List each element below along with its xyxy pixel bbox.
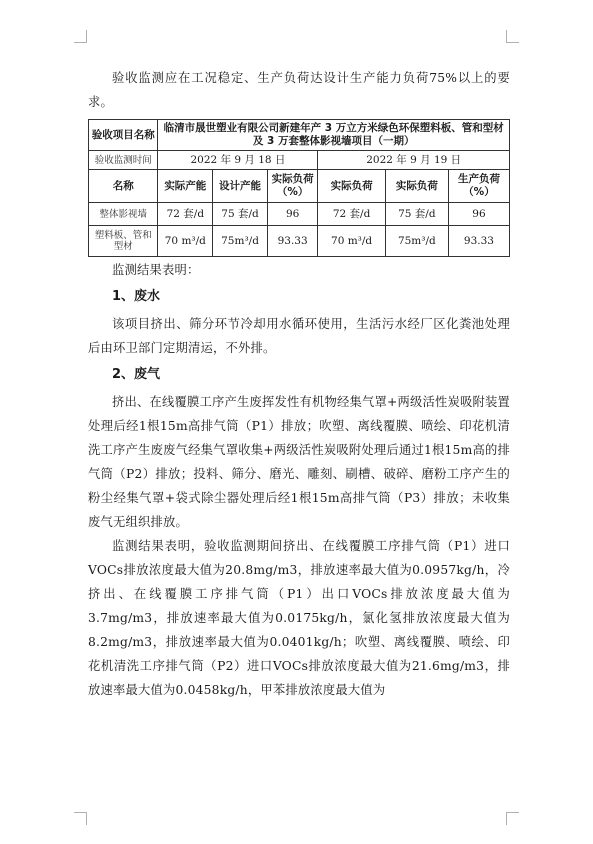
table-cell: 93.33 (448, 226, 509, 257)
header-cell: 实际产能 (158, 170, 213, 203)
table-cell: 96 (448, 203, 509, 226)
exhaust-paragraph: 挤出、在线覆膜工序产生废挥发性有机物经集气罩+两级活性炭吸附装置处理后经1根15m高排气筒（P1）排放；吹塑、离线覆膜、喷绘、印花机清洗工序产生废废气经集气罩收集+两级活性炭吸附处理后通过1根15m高的排气筒（P2）排放；投料、筛分、磨光、雕刻、刷槽、破碎、磨粉工序产生的粉尘经集气罩+袋式除尘器处理后经1根15m高排气筒（P3）排放；未收集废气无组织排放。 (88, 395, 510, 529)
table-cell: 75m³/d (213, 226, 268, 257)
table-cell: 93.33 (267, 226, 318, 257)
date-1: 2022 年 9 月 18 日 (158, 151, 318, 170)
section-heading-wastewater: 1、废水 (112, 289, 161, 304)
header-cell: 设计产能 (213, 170, 268, 203)
crop-mark-top-left (74, 30, 87, 43)
header-cell: 实际负荷（%） (267, 170, 318, 203)
table-cell: 72 套/d (318, 203, 385, 226)
exhaust-result-paragraph: 监测结果表明，验收监测期间挤出、在线覆膜工序排气筒（P1）进口VOCs排放浓度最大值为20.8mg/m3，排放速率最大值为0.0957kg/h，冷挤出、在线覆膜工序排气筒（P1）出口VOCs排放浓度最大值为3.7mg/m3，排放速率最大值为0.0175kg/h，氯化氢排放浓度最大值为8.2mg/m3，排放速率最大值为0.0401kg/h；吹塑、离线覆膜、喷绘、印花机清洗工序排气筒（P2）进口VOCs排放浓度最大值为21.6mg/m3，排放速率最大值为0.0458kg/h，甲苯排放浓度最大值为 (88, 539, 510, 697)
table-cell: 75m³/d (385, 226, 448, 257)
time-label: 验收监测时间 (89, 151, 158, 170)
crop-mark-bottom-left (74, 812, 87, 825)
crop-mark-top-right (506, 30, 519, 43)
table-cell: 75 套/d (385, 203, 448, 226)
table-row (89, 203, 510, 226)
table-cell: 70 m³/d (318, 226, 385, 257)
crop-mark-bottom-right (506, 812, 519, 825)
section-heading-exhaust: 2、废气 (112, 367, 161, 382)
table-cell: 75 套/d (213, 203, 268, 226)
intro-paragraph: 验收监测应在工况稳定、生产负荷达设计生产能力负荷75%以上的要求。 (88, 71, 510, 109)
table-row (89, 120, 510, 151)
header-cell: 实际负荷 (318, 170, 385, 203)
header-cell: 实际负荷 (385, 170, 448, 203)
table-cell: 72 套/d (158, 203, 213, 226)
wastewater-paragraph: 该项目挤出、筛分环节冷却用水循环使用，生活污水经厂区化粪池处理后由环卫部门定期清运，不外排。 (88, 317, 510, 355)
table-row (89, 151, 510, 170)
table-cell: 整体影视墙 (89, 203, 158, 226)
table-cell: 塑料板、管和型材 (89, 226, 158, 257)
document-body (88, 66, 510, 702)
project-label: 验收项目名称 (89, 120, 158, 151)
result-line: 监测结果表明： (112, 263, 200, 277)
table-row (89, 226, 510, 257)
header-cell: 名称 (89, 170, 158, 203)
header-cell: 生产负荷（%） (448, 170, 509, 203)
table-header-row (89, 170, 510, 203)
project-name: 临清市晟世塑业有限公司新建年产 3 万立方米绿色环保塑料板、管和型材及 3 万套整体影视墙项目（一期） (158, 120, 510, 151)
table-cell: 70 m³/d (158, 226, 213, 257)
load-table (88, 119, 510, 257)
date-2: 2022 年 9 月 19 日 (318, 151, 510, 170)
table-cell: 96 (267, 203, 318, 226)
